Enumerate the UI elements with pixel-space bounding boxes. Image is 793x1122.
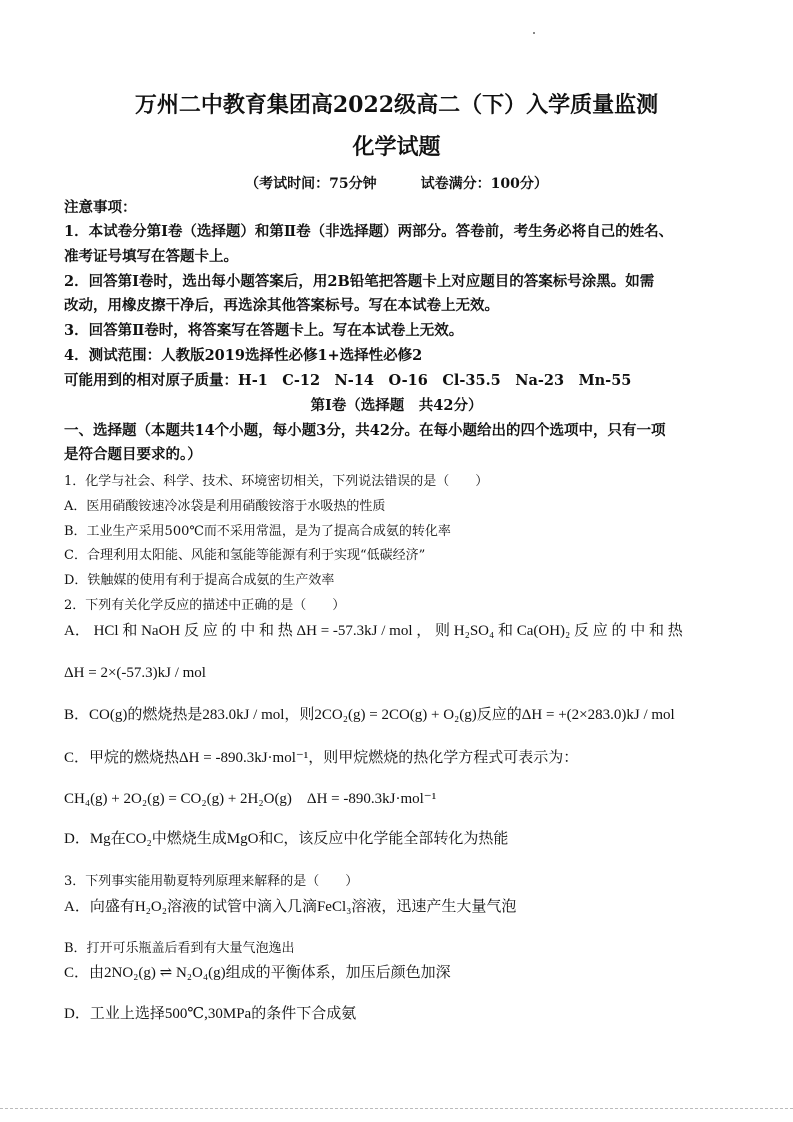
q2-option-c: C．甲烷的燃烧热ΔH = -890.3kJ·mol⁻¹，则甲烷燃烧的热化学方程式可表示为： — [64, 750, 579, 766]
q2-option-b: B．CO(g)的燃烧热是283.0kJ / mol，则2CO₂(g) = 2CO(g) + O₂(g)反应的ΔH = +(2×283.0)kJ / mol — [64, 707, 675, 723]
scan-mark — [533, 32, 535, 34]
exam-title: 万州二中教育集团高2022级高二（下）入学质量监测 — [134, 92, 659, 118]
q2-option-a-formula: ΔH = 2×(-57.3)kJ / mol — [64, 665, 206, 681]
q2-option-d: D．Mg在CO₂中燃烧生成MgO和C，该反应中化学能全部转化为热能 — [64, 831, 509, 847]
q2-stem: 2．下列有关化学反应的描述中正确的是（ ） — [64, 598, 346, 613]
section1-instructions: 一、选择题（本题共14个小题，每小题3分，共42分。在每小题给出的四个选项中，只有一项 — [64, 422, 666, 439]
q3-option-c: C．由2NO₂(g) ⇌ N₂O₄(g)组成的平衡体系，加压后颜色加深 — [64, 965, 451, 981]
note-line: 1．本试卷分第Ⅰ卷（选择题）和第Ⅱ卷（非选择题）两部分。答卷前，考生务必将自己的姓名、 — [64, 223, 674, 240]
exam-score: 试卷满分：100分） — [420, 176, 548, 192]
q1-option-d: D．铁触媒的使用有利于提高合成氨的生产效率 — [64, 573, 335, 588]
page-bottom-divider — [0, 1108, 793, 1109]
note-line: 3．回答第Ⅱ卷时，将答案写在答题卡上。写在本试卷上无效。 — [64, 322, 464, 339]
q3-option-b: B．打开可乐瓶盖后看到有大量气泡逸出 — [64, 941, 295, 956]
exam-info — [0, 173, 793, 193]
subject-title: 化学试题 — [352, 134, 441, 160]
note-line: 改动，用橡皮擦干净后，再选涂其他答案标号。写在本试卷上无效。 — [64, 297, 499, 314]
note-line: 准考证号填写在答题卡上。 — [64, 248, 238, 265]
section1-instructions-cont: 是符合题目要求的。） — [64, 446, 202, 463]
note-line: 4．测试范围：人教版2019选择性必修1+选择性必修2 — [64, 347, 423, 364]
q1-option-b: B．工业生产采用500℃而不采用常温，是为了提高合成氨的转化率 — [64, 524, 451, 539]
atomic-masses: 可能用到的相对原子质量：H-1 C-12 N-14 O-16 Cl-35.5 Na-23 Mn-55 — [64, 372, 632, 389]
exam-time: （考试时间：75分钟 — [245, 176, 377, 192]
q3-option-a: A．向盛有H₂O₂溶液的试管中滴入几滴FeCl₃溶液，迅速产生大量气泡 — [64, 899, 517, 915]
q2-option-a: A． HCl 和 NaOH 反 应 的 中 和 热 ΔH = -57.3kJ / mol ， 则 H₂SO₄ 和 Ca(OH)₂ 反 应 的 中 和 热 — [64, 623, 683, 639]
note-line: 2．回答第Ⅰ卷时，选出每小题答案后，用2B铅笔把答题卡上对应题目的答案标号涂黑。如需 — [64, 273, 655, 290]
q3-option-d: D．工业上选择500℃,30MPa的条件下合成氨 — [64, 1006, 357, 1022]
q3-stem: 3．下列事实能用勒夏特列原理来解释的是（ ） — [64, 874, 359, 889]
q1-option-a: A．医用硝酸铵速冷冰袋是利用硝酸铵溶于水吸热的性质 — [64, 499, 386, 514]
q2-option-c-equation: CH₄(g) + 2O₂(g) = CO₂(g) + 2H₂O(g) ΔH = -890.3kJ·mol⁻¹ — [64, 791, 437, 807]
q1-option-c: C．合理利用太阳能、风能和氢能等能源有利于实现“低碳经济” — [64, 548, 426, 563]
notes-heading: 注意事项： — [64, 199, 137, 216]
part1-heading: 第Ⅰ卷（选择题 共42分） — [310, 397, 483, 414]
q1-stem: 1．化学与社会、科学、技术、环境密切相关，下列说法错误的是（ ） — [64, 474, 489, 489]
